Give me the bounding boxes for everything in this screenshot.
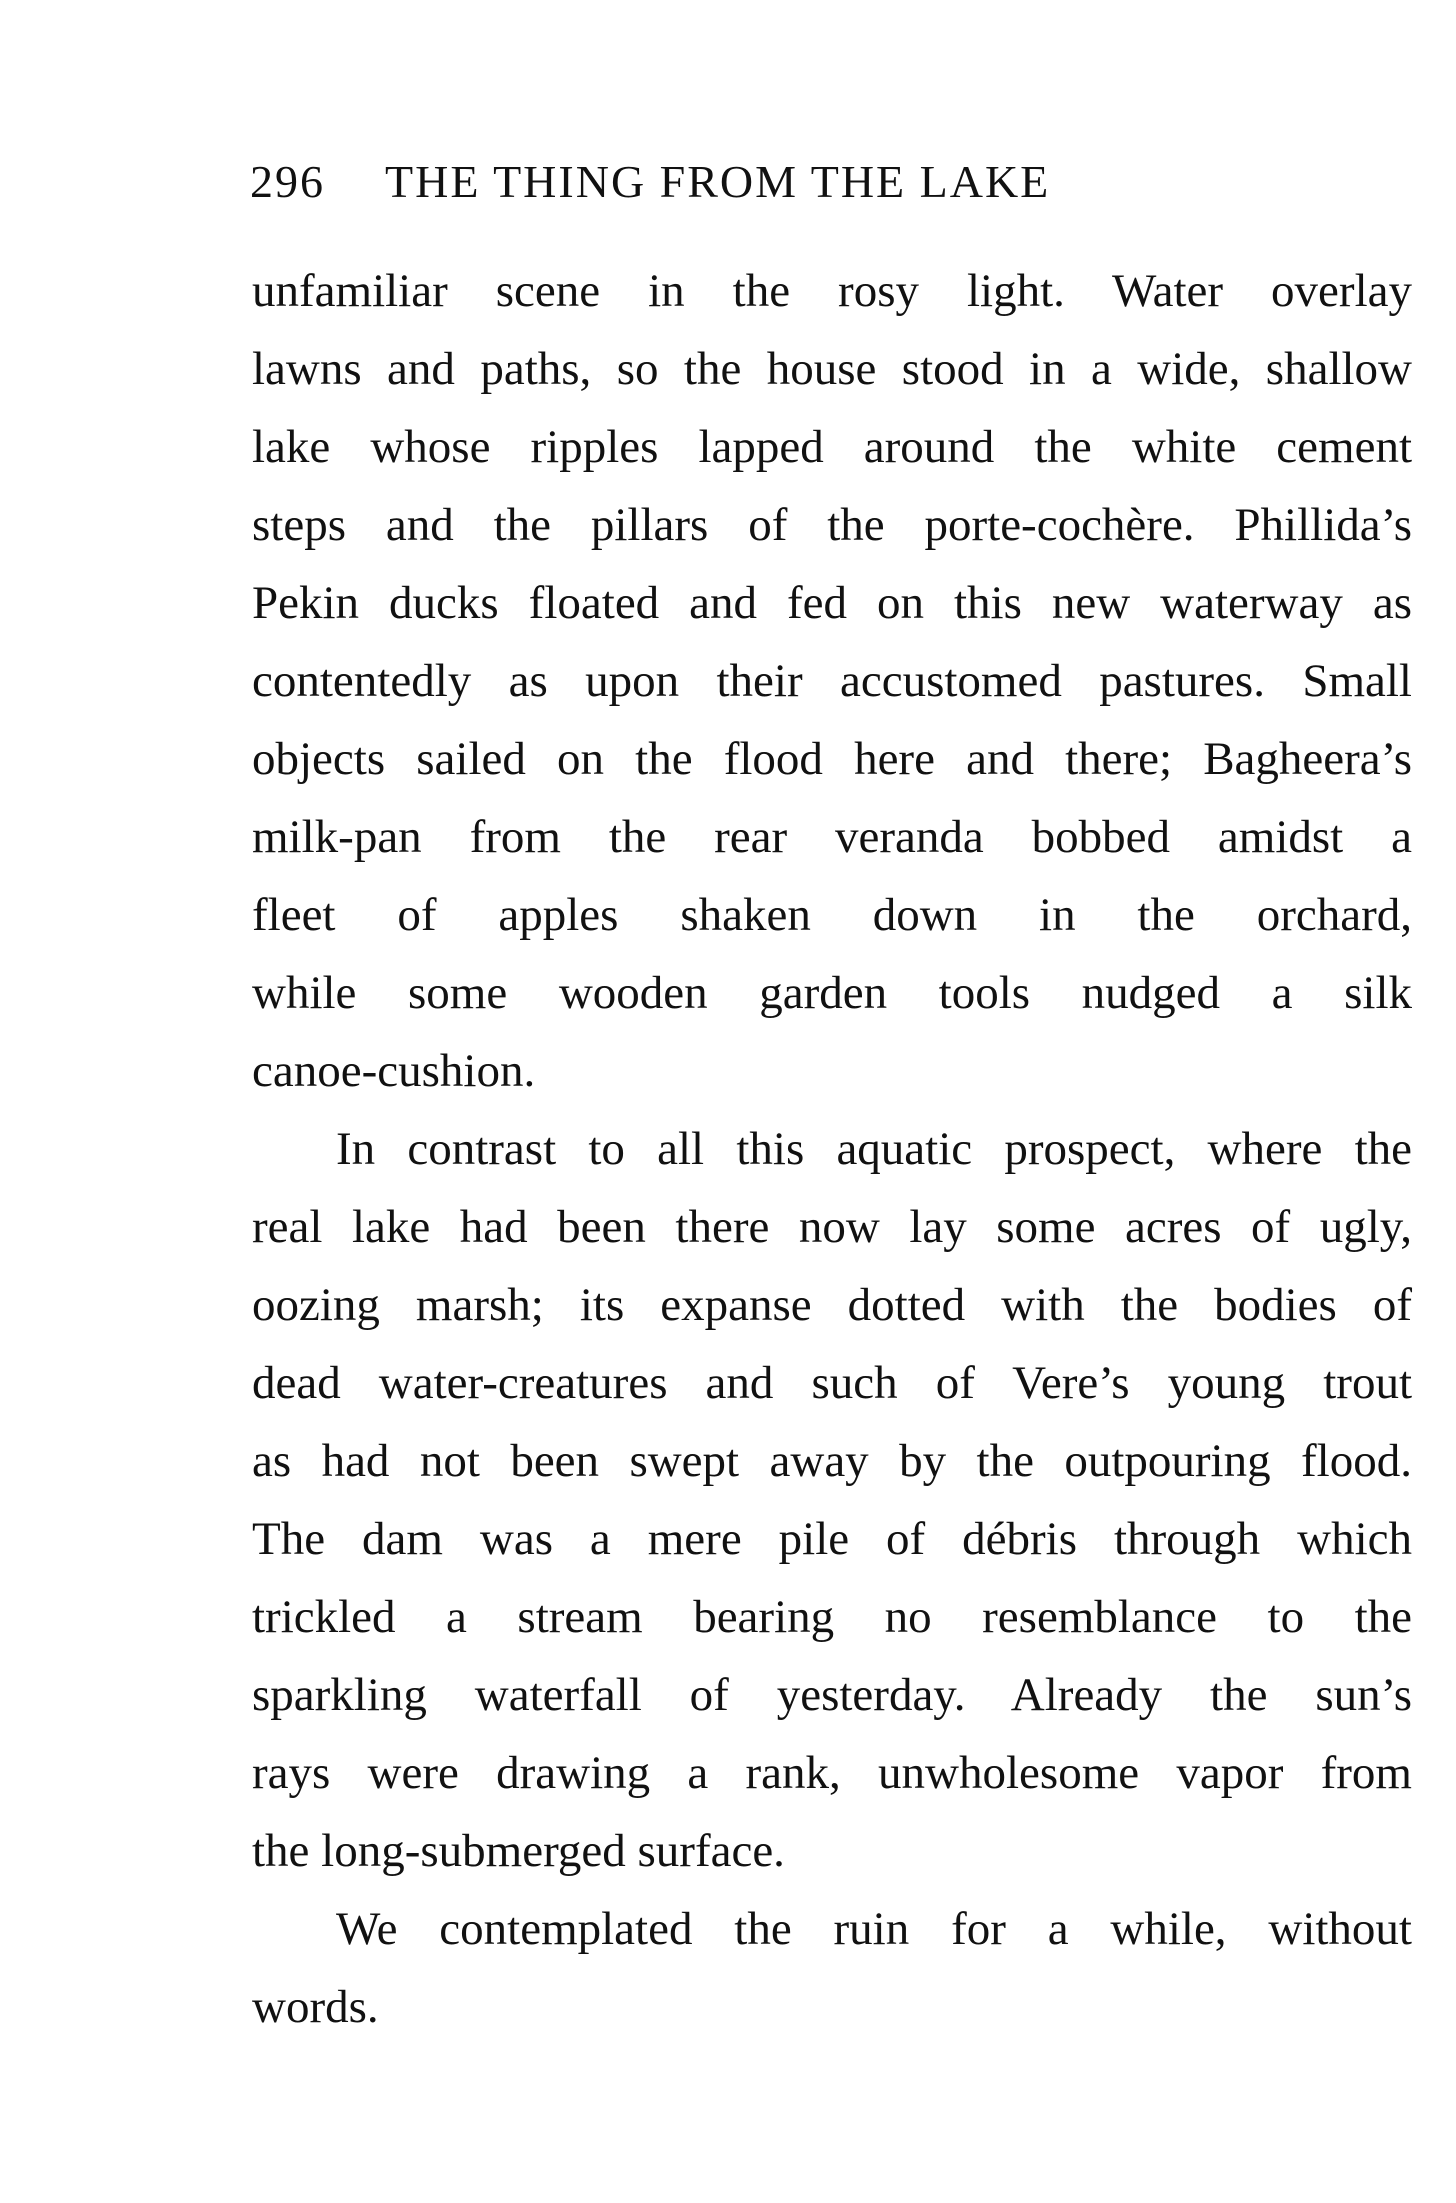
text-line: steps and the pillars of the porte-cochère. Phillida’s: [252, 499, 1412, 551]
text-line: In contrast to all this aquatic prospect, where the: [336, 1123, 1412, 1175]
text-line: words.: [252, 1981, 379, 2033]
paragraph-1: [252, 252, 1412, 1110]
text-line: unfamiliar scene in the rosy light. Water overlay: [252, 265, 1412, 317]
text-line: rays were drawing a rank, unwholesome vapor from: [252, 1747, 1412, 1799]
paragraph-3: [252, 1890, 1412, 2046]
text-line: real lake had been there now lay some acres of ugly,: [252, 1201, 1412, 1253]
text-line: lawns and paths, so the house stood in a wide, shallow: [252, 343, 1412, 395]
text-line: sparkling waterfall of yesterday. Already the sun’s: [252, 1669, 1412, 1721]
text-line: while some wooden garden tools nudged a silk: [252, 967, 1412, 1019]
text-line: milk-pan from the rear veranda bobbed amidst a: [252, 811, 1412, 863]
text-line: contentedly as upon their accustomed pastures. Small: [252, 655, 1412, 707]
paragraph-2: [252, 1110, 1412, 1890]
body-text: [252, 252, 1412, 2046]
text-line: canoe-cushion.: [252, 1045, 536, 1097]
text-line: We contemplated the ruin for a while, without: [336, 1903, 1412, 1955]
running-head: [250, 152, 1250, 212]
text-line: oozing marsh; its expanse dotted with the bodies of: [252, 1279, 1412, 1331]
text-line: as had not been swept away by the outpouring flood.: [252, 1435, 1412, 1487]
text-line: the long-submerged surface.: [252, 1825, 785, 1877]
running-title: THE THING FROM THE LAKE: [385, 156, 1051, 207]
text-line: The dam was a mere pile of débris through which: [252, 1513, 1412, 1565]
text-line: dead water-creatures and such of Vere’s young trout: [252, 1357, 1412, 1409]
text-line: objects sailed on the flood here and there; Bagheera’s: [252, 733, 1412, 785]
text-line: Pekin ducks floated and fed on this new waterway as: [252, 577, 1412, 629]
page-number: 296: [250, 156, 325, 207]
text-line: lake whose ripples lapped around the white cement: [252, 421, 1412, 473]
text-line: trickled a stream bearing no resemblance to the: [252, 1591, 1412, 1643]
text-line: fleet of apples shaken down in the orchard,: [252, 889, 1412, 941]
